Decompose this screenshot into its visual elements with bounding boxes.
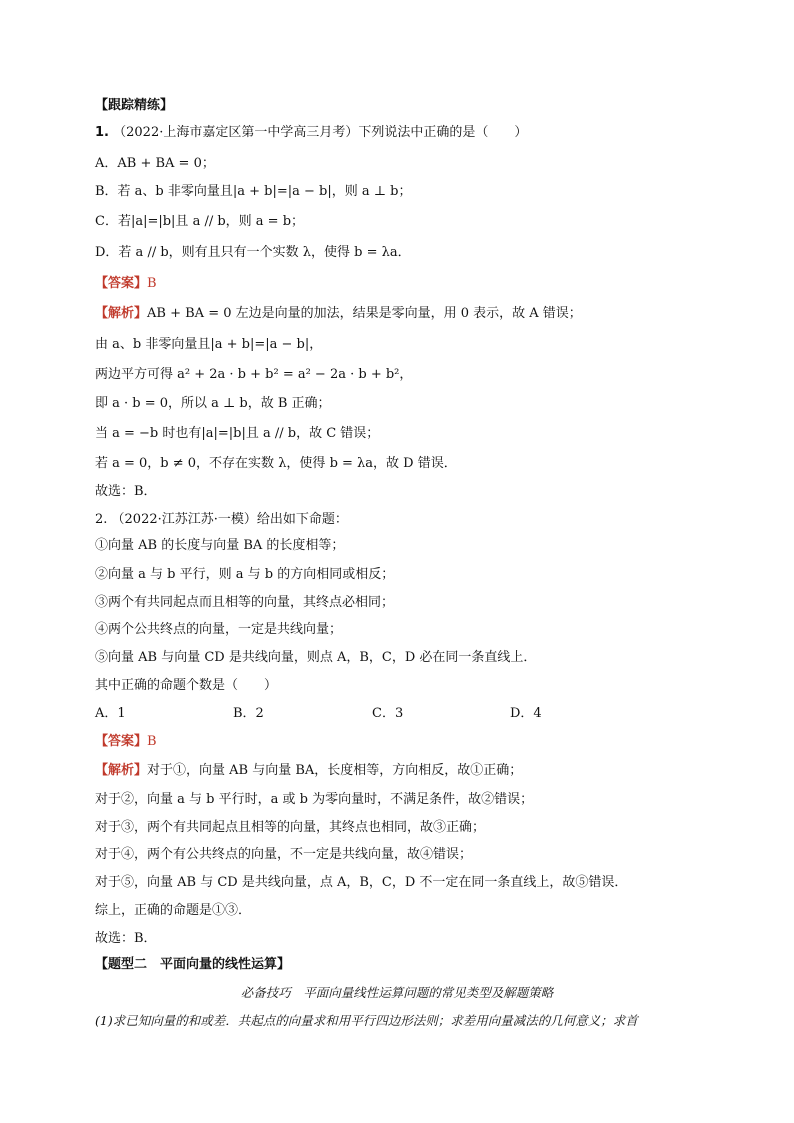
q1-analysis-line-1 [95,305,582,323]
q1-option-d: D．若 a // b，则有且只有一个实数 λ，使得 b = λa． [95,245,411,260]
q1-analysis-line-3: 两边平方可得 a² + 2a · b + b² = a² − 2a · b + b²， [95,367,413,382]
q2-choice-c: C．3 [372,706,404,721]
q2-item-3: ③两个有共同起点而且相等的向量，其终点必相同； [95,595,395,610]
q1-analysis-text-1: AB + BA = 0 左边是向量的加法，结果是零向量，用 0 表示，故 A 错误； [147,306,582,321]
q2-question: 其中正确的命题个数是（ ） [95,678,278,693]
q2-conclusion: 故选：B． [95,931,157,946]
skill-title: 必备技巧 平面向量线性运算问题的常见类型及解题策略 [240,985,554,1000]
q2-analysis-line-1 [95,762,522,780]
q2-analysis-tag: 【解析】 [95,763,148,778]
q2-answer: B [147,734,157,749]
q2-choice-d: D．4 [510,706,542,721]
q2-item-4: ④两个公共终点的向量，一定是共线向量； [95,622,343,637]
skill-line-1: (1)求已知向量的和或差．共起点的向量求和用平行四边形法则；求差用向量减法的几何意义；求首 [95,1013,638,1028]
q2-analysis-line-6: 综上，正确的命题是①③． [95,903,252,918]
q2-stem: 2. （2022·江苏江苏·一模）给出如下命题： [95,512,348,527]
q2-item-5: ⑤向量 AB 与向量 CD 是共线向量，则点 A，B，C，D 必在同一条直线上． [95,650,537,665]
q1-number: 1. [95,125,109,140]
topic-heading: 【题型二 平面向量的线性运算】 [95,957,291,972]
q1-conclusion: 故选：B． [95,484,157,499]
q1-option-a: A．AB + BA = 0； [95,156,215,171]
q2-analysis-line-5: 对于⑤，向量 AB 与 CD 是共线向量，点 A，B，C，D 不一定在同一条直线上，故⑤错误． [95,875,628,890]
q1-option-c: C．若|a|=|b|且 a // b，则 a = b； [95,214,305,229]
q2-item-1: ①向量 AB 的长度与向量 BA 的长度相等； [95,538,345,553]
q1-stem: （2022·上海市嘉定区第一中学高三月考）下列说法中正确的是（ ） [113,125,528,140]
q2-analysis-line-4: 对于④，两个有公共终点的向量，不一定是共线向量，故④错误； [95,847,473,862]
q1-option-b: B．若 a、b 非零向量且|a + b|=|a − b|，则 a ⊥ b； [95,184,412,199]
q2-choice-a: A．1 [95,706,126,721]
q2-choice-b: B．2 [233,706,264,721]
q1-analysis-line-2: 由 a、b 非零向量且|a + b|=|a − b|， [95,337,323,352]
q2-analysis-text-1: 对于①，向量 AB 与向量 BA，长度相等，方向相反，故①正确； [147,763,523,778]
q1-answer: B [147,276,157,291]
q1-answer-tag: 【答案】 [95,276,148,291]
q1-analysis-line-4: 即 a · b = 0，所以 a ⊥ b，故 B 正确； [95,396,331,411]
q2-answer-tag: 【答案】 [95,734,148,749]
q1-stem-line [95,124,527,142]
q2-answer-line [95,733,157,751]
q1-answer-line [95,275,157,293]
section-title: 【跟踪精练】 [95,98,174,113]
q2-analysis-line-3: 对于③，两个有共同起点且相等的向量，其终点也相同，故③正确； [95,820,486,835]
q1-analysis-line-5: 当 a = −b 时也有|a|=|b|且 a // b，故 C 错误； [95,426,380,441]
q1-analysis-line-6: 若 a = 0，b ≠ 0，不存在实数 λ，使得 b = λa，故 D 错误． [95,456,457,471]
q2-item-2: ②向量 a 与 b 平行，则 a 与 b 的方向相同或相反； [95,567,395,582]
q1-analysis-tag: 【解析】 [95,306,148,321]
q2-analysis-line-2: 对于②，向量 a 与 b 平行时，a 或 b 为零向量时，不满足条件，故②错误； [95,792,534,807]
